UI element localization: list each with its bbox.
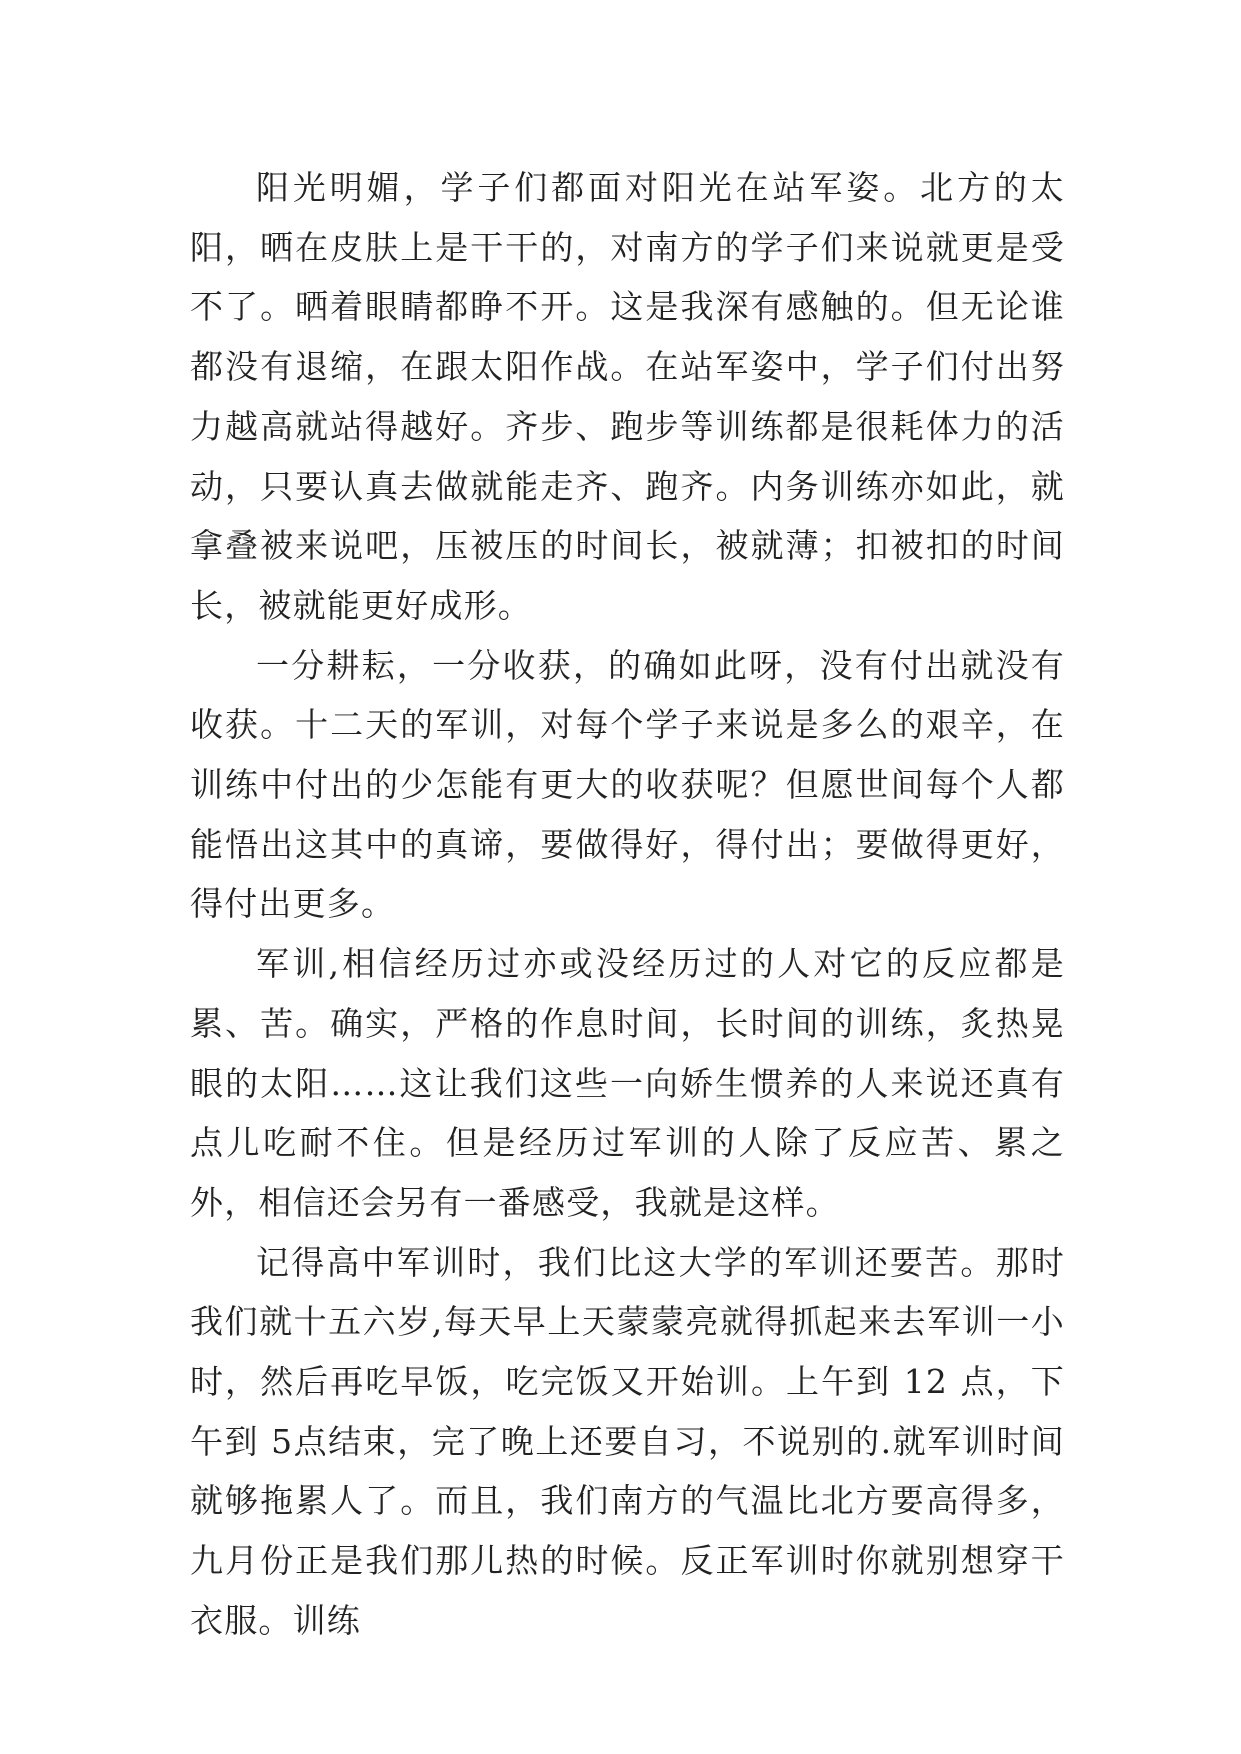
paragraph-2: 一分耕耘，一分收获，的确如此呀，没有付出就没有收获。十二天的军训，对每个学子来说是多么的艰辛，在训练中付出的少怎能有更大的收获呢？但愿世间每个人都能悟出这其中的真谛，要做得好，得付出；要做得更好，得付出更多。 — [190, 645, 1065, 924]
paragraph-4: 记得高中军训时，我们比这大学的军训还要苦。那时我们就十五六岁,每天早上天蒙蒙亮就得抓起来去军训一小时，然后再吃早饭，吃完饭又开始训。上午到 12 点，下午到 5点结束，完了晚上还要自习，不说别的.就军训时间就够拖累人了。而且，我们南方的气温比北方要高得多，九月份正是我们那儿热的时候。反正军训时你就别想穿干衣服。训练 — [190, 1242, 1065, 1640]
body-text — [190, 158, 1065, 1651]
paragraph-1: 阳光明媚，学子们都面对阳光在站军姿。北方的太阳，晒在皮肤上是干干的，对南方的学子们来说就更是受不了。晒着眼睛都睁不开。这是我深有感触的。但无论谁都没有退缩，在跟太阳作战。在站军姿中，学子们付出努力越高就站得越好。齐步、跑步等训练都是很耗体力的活动，只要认真去做就能走齐、跑齐。内务训练亦如此，就拿叠被来说吧，压被压的时间长，被就薄；扣被扣的时间长，被就能更好成形。 — [190, 168, 1065, 625]
paragraph-3: 军训,相信经历过亦或没经历过的人对它的反应都是累、苦。确实，严格的作息时间，长时间的训练，炙热晃眼的太阳……这让我们这些一向娇生惯养的人来说还真有点儿吃耐不住。但是经历过军训的人除了反应苦、累之外，相信还会另有一番感受，我就是这样。 — [190, 944, 1065, 1222]
